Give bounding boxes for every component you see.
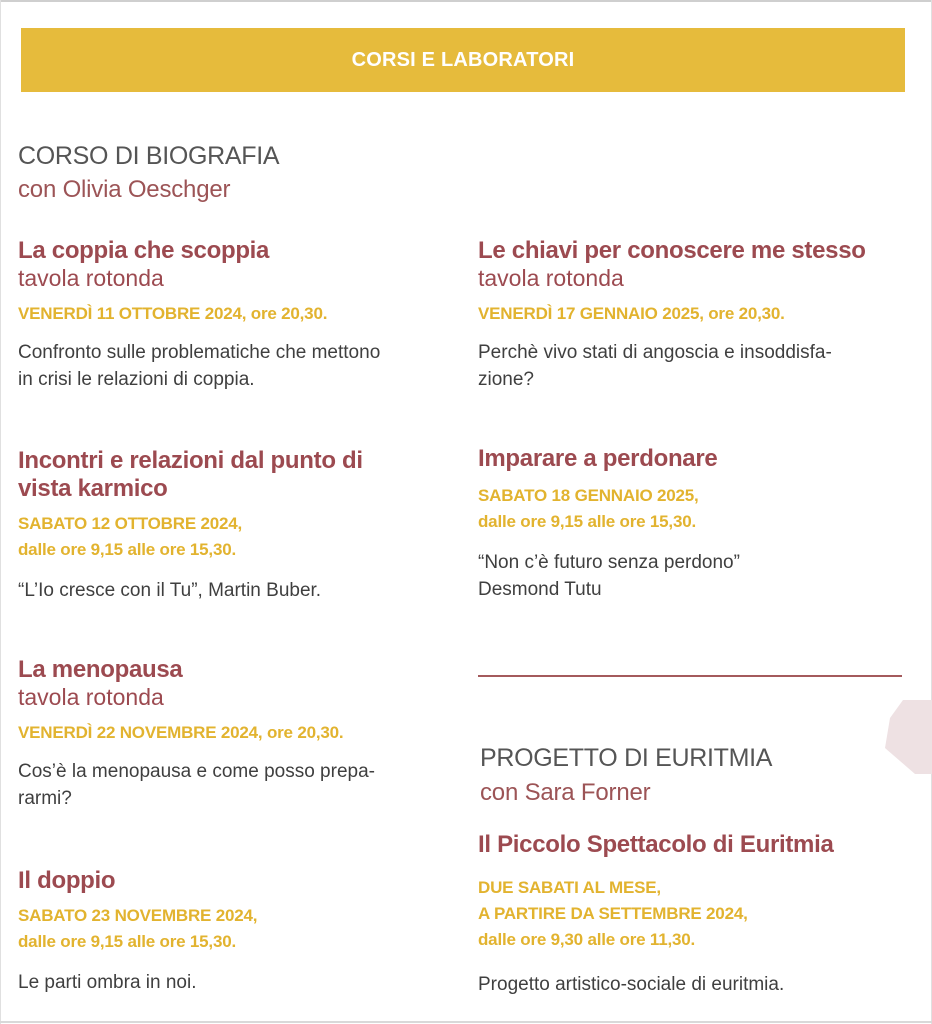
event-date: VENERDÌ 22 NOVEMBRE 2024, ore 20,30. [18, 723, 344, 742]
event-description [18, 339, 458, 393]
page-top-border [0, 0, 932, 2]
banner-title: CORSI E LABORATORI [351, 48, 575, 71]
page-bottom-border [0, 1021, 932, 1023]
event-chiavi [478, 237, 908, 393]
event-date: VENERDÌ 11 OTTOBRE 2024, ore 20,30. [18, 304, 328, 323]
euritmia-course-title: PROGETTO DI EURITMIA [480, 744, 773, 772]
biografia-teacher: con Olivia Oeschger [18, 176, 231, 203]
event-menopausa [18, 656, 458, 812]
event-doppio [18, 867, 458, 996]
event-date-line: dalle ore 9,15 alle ore 15,30. [18, 540, 236, 559]
event-date [478, 483, 908, 535]
event-date [478, 875, 908, 953]
event-coppia [18, 237, 458, 393]
event-date-line: dalle ore 9,30 alle ore 11,30. [478, 930, 696, 949]
event-title: Il Piccolo Spettacolo di Euritmia [478, 831, 834, 858]
event-date-line: SABATO 18 GENNAIO 2025, [478, 486, 699, 505]
event-title: La coppia che scoppia [18, 237, 270, 264]
event-description-line: “Non c’è futuro senza perdono” [478, 552, 740, 573]
page-left-border [0, 0, 1, 1024]
event-title-line: vista karmico [18, 475, 168, 502]
section-divider [478, 675, 902, 677]
event-description-line: Cos’è la menopausa e come posso prepa- [18, 761, 375, 782]
event-euritmia [478, 831, 908, 998]
event-subtitle: tavola rotonda [478, 265, 624, 291]
section-banner [21, 28, 905, 92]
event-title-line: Incontri e relazioni dal punto di [18, 447, 363, 474]
event-description [478, 549, 908, 603]
event-date [18, 903, 458, 955]
event-description-line: zione? [478, 369, 534, 390]
event-description-line: rarmi? [18, 788, 72, 809]
event-date: VENERDÌ 17 GENNAIO 2025, ore 20,30. [478, 304, 785, 323]
event-description-line: in crisi le relazioni di coppia. [18, 369, 255, 390]
event-perdonare [478, 445, 908, 603]
decorative-hexagon-shape [885, 700, 932, 774]
event-title: La menopausa [18, 656, 183, 683]
event-subtitle: tavola rotonda [18, 684, 164, 710]
event-date-line: dalle ore 9,15 alle ore 15,30. [18, 932, 236, 951]
event-description-line: Perchè vivo stati di angoscia e insoddisfa- [478, 342, 832, 363]
euritmia-teacher: con Sara Forner [480, 779, 651, 806]
event-description [18, 758, 458, 812]
event-description-line: Desmond Tutu [478, 579, 602, 600]
event-description-line: Confronto sulle problematiche che mettono [18, 342, 381, 363]
event-incontri [18, 447, 458, 604]
event-title: Le chiavi per conoscere me stesso [478, 237, 866, 264]
event-date-line: A PARTIRE DA SETTEMBRE 2024, [478, 904, 748, 923]
event-description: Progetto artistico-sociale di euritmia. [478, 974, 785, 995]
event-description: “L’Io cresce con il Tu”, Martin Buber. [18, 580, 322, 601]
event-description [478, 339, 908, 393]
event-date-line: DUE SABATI AL MESE, [478, 878, 661, 897]
event-date [18, 511, 458, 563]
event-subtitle: tavola rotonda [18, 265, 164, 291]
biografia-course-title: CORSO DI BIOGRAFIA [18, 142, 280, 170]
event-date-line: SABATO 12 OTTOBRE 2024, [18, 514, 243, 533]
event-title: Il doppio [18, 867, 116, 894]
event-date-line: dalle ore 9,15 alle ore 15,30. [478, 512, 696, 531]
event-date-line: SABATO 23 NOVEMBRE 2024, [18, 906, 258, 925]
event-description: Le parti ombra in noi. [18, 972, 197, 993]
event-title: Imparare a perdonare [478, 445, 718, 472]
